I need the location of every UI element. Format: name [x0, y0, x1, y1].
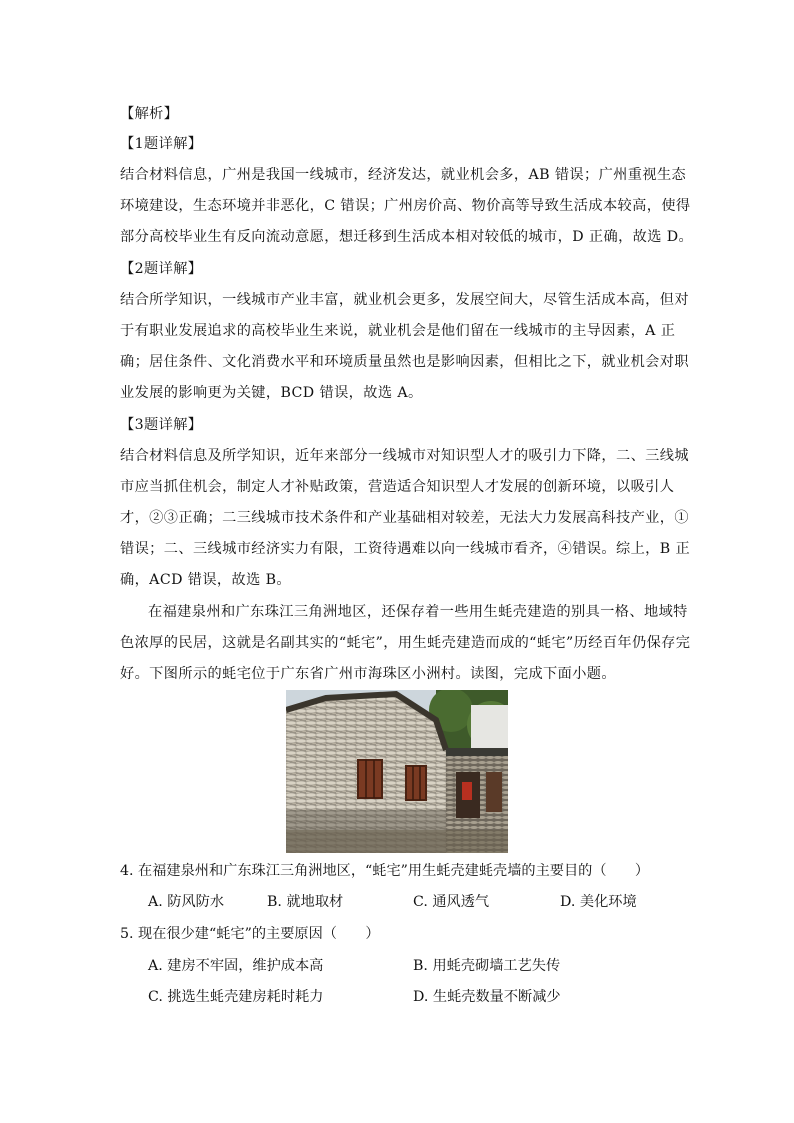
q5-option-d[interactable]: D. 生蚝壳数量不断减少	[413, 989, 561, 1005]
q4-option-d[interactable]: D. 美化环境	[560, 894, 637, 910]
q5-option-a[interactable]: A. 建房不牢固，维护成本高	[148, 958, 324, 974]
q5-option-c[interactable]: C. 挑选生蚝壳建房耗时耗力	[148, 989, 324, 1005]
passage-line: 色浓厚的民居，这就是名副其实的“蚝宅”，用生蚝壳建造而成的“蚝宅”历经百年仍保存完	[120, 635, 691, 651]
q1-line: 结合材料信息，广州是我国一线城市，经济发达，就业机会多，AB 错误；广州重视生态	[120, 167, 687, 183]
q4-option-b[interactable]: B. 就地取材	[267, 894, 344, 910]
q3-line: 确，ACD 错误，故选 B。	[120, 572, 292, 588]
q2-line: 于有职业发展追求的高校毕业生来说，就业机会是他们留在一线城市的主导因素，A 正	[120, 323, 676, 339]
q4-option-c[interactable]: C. 通风透气	[413, 894, 490, 910]
q1-line: 部分高校毕业生有反向流动意愿，想迁移到生活成本相对较低的城市，D 正确，故选 D。	[120, 229, 694, 245]
q2-line: 业发展的影响更为关键，BCD 错误，故选 A。	[120, 385, 423, 401]
passage-line: 在福建泉州和广东珠江三角洲地区，还保存着一些用生蚝壳建造的别具一格、地域特	[148, 604, 688, 620]
q2-line: 结合所学知识，一线城市产业丰富，就业机会更多，发展空间大，尽管生活成本高，但对	[120, 292, 689, 308]
question-4-stem: 4. 在福建泉州和广东珠江三角洲地区，“蚝宅”用生蚝壳建蚝壳墙的主要目的（ ）	[120, 863, 650, 879]
analysis-header: 【解析】	[120, 106, 179, 122]
question-5-stem: 5. 现在很少建“蚝宅”的主要原因（ ）	[120, 926, 380, 942]
q4-option-a[interactable]: A. 防风防水	[148, 894, 225, 910]
q2-header: 【2题详解】	[120, 261, 203, 277]
oyster-house-photo	[286, 690, 508, 853]
q5-option-b[interactable]: B. 用蚝壳砌墙工艺失传	[413, 958, 561, 974]
q3-header: 【3题详解】	[120, 417, 203, 433]
q3-line: 才，②③正确；二三线城市技术条件和产业基础相对较差，无法大力发展高科技产业，①	[120, 510, 689, 526]
q1-header: 【1题详解】	[120, 136, 203, 152]
q1-line: 环境建设，生态环境并非恶化，C 错误；广州房价高、物价高等导致生活成本较高，使得	[120, 198, 691, 214]
q3-line: 结合材料信息及所学知识，近年来部分一线城市对知识型人才的吸引力下降，二、三线城	[120, 448, 689, 464]
q3-line: 市应当抓住机会，制定人才补贴政策，营造适合知识型人才发展的创新环境，以吸引人	[120, 479, 675, 495]
q2-line: 确；居住条件、文化消费水平和环境质量虽然也是影响因素，但相比之下，就业机会对职	[120, 354, 689, 370]
passage-line: 好。下图所示的蚝宅位于广东省广州市海珠区小洲村。读图，完成下面小题。	[120, 666, 616, 682]
q3-line: 错误；二、三线城市经济实力有限，工资待遇难以向一线城市看齐，④错误。综上，B 正	[120, 541, 691, 557]
